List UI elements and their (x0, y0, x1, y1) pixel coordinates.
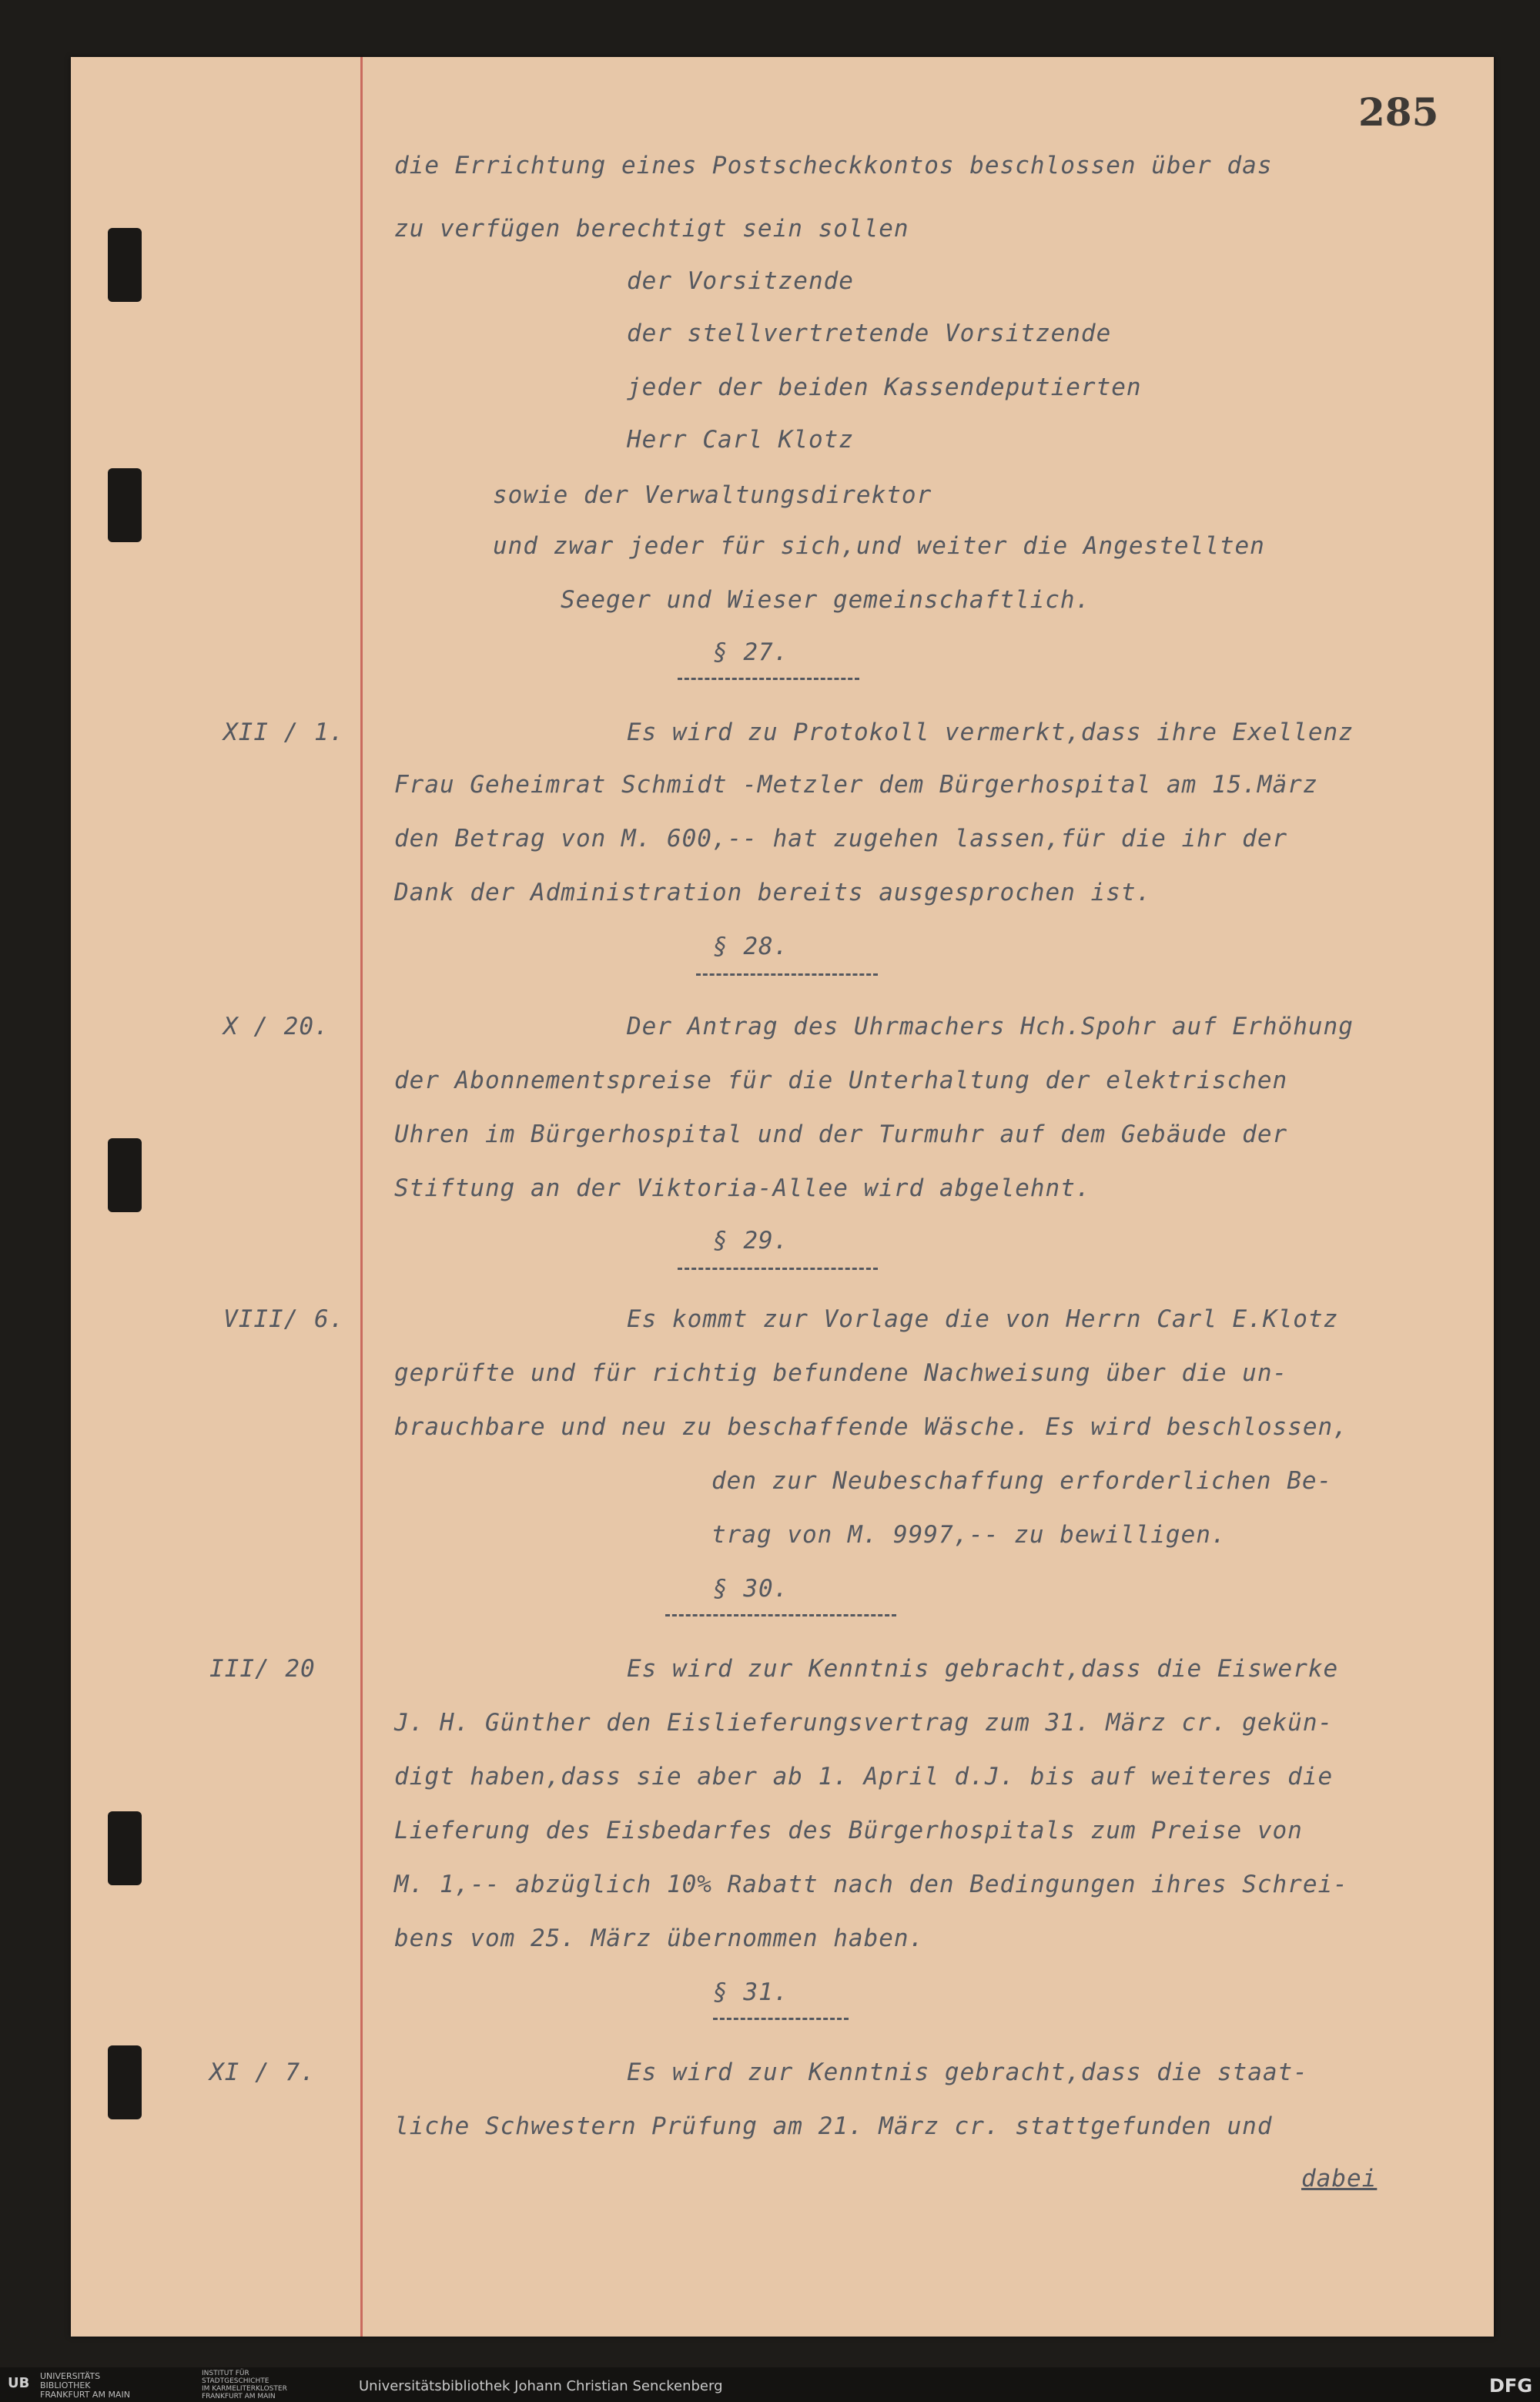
dfg-logo: DFG (1489, 2375, 1533, 2397)
text-line: und zwar jeder für sich,und weiter die Angestellten (493, 532, 1265, 560)
text-line: liche Schwestern Prüfung am 21. März cr. stattgefunden und (394, 2112, 1273, 2140)
section-rule (678, 1268, 878, 1270)
punch-hole (108, 228, 142, 302)
text-line: der stellvertretende Vorsitzende (627, 320, 1112, 347)
section-heading: § 30. (713, 1575, 789, 1603)
section-rule (696, 973, 878, 976)
text-line: Herr Carl Klotz (627, 426, 854, 454)
footer-caption: Universitätsbibliothek Johann Christian Senckenberg (359, 2378, 723, 2394)
text-line: Stiftung an der Viktoria-Allee wird abgelehnt. (394, 1174, 1091, 1202)
text-line: Der Antrag des Uhrmachers Hch.Spohr auf Erhöhung (627, 1013, 1354, 1040)
catchword: dabei (1301, 2165, 1378, 2193)
text-line: Dank der Administration bereits ausgesprochen ist. (394, 879, 1152, 906)
section-heading: § 29. (713, 1227, 789, 1255)
text-line: die Errichtung eines Postscheckkontos beschlossen über das (394, 152, 1273, 179)
text-line: geprüfte und für richtig befundene Nachweisung über die un- (394, 1359, 1288, 1387)
text-line: zu verfügen berechtigt sein sollen (394, 215, 909, 243)
margin-line (360, 57, 363, 2337)
text-line: Frau Geheimrat Schmidt -Metzler dem Bürgerhospital am 15.März (394, 771, 1318, 799)
text-line: den Betrag von M. 600,-- hat zugehen lassen,für die ihr der (394, 825, 1288, 853)
institut-name: INSTITUT FÜR STADTGESCHICHTE IM KARMELITERKLOSTER FRANKFURT AM MAIN (202, 2370, 287, 2400)
text-line: Uhren im Bürgerhospital und der Turmuhr auf dem Gebäude der (394, 1121, 1288, 1148)
text-line: M. 1,-- abzüglich 10% Rabatt nach den Bedingungen ihres Schrei- (394, 1871, 1348, 1898)
section-heading: § 27. (713, 638, 789, 666)
text-line: jeder der beiden Kassendeputierten (627, 374, 1142, 401)
margin-note: VIII/ 6. (223, 1305, 345, 1333)
ub-logo: UB (8, 2375, 30, 2391)
punch-hole (108, 1138, 142, 1212)
text-line: der Abonnementspreise für die Unterhaltung der elektrischen (394, 1067, 1288, 1094)
text-line: sowie der Verwaltungsdirektor (493, 481, 932, 509)
text-line: Lieferung des Eisbedarfes des Bürgerhospitals zum Preise von (394, 1817, 1303, 1844)
page-number: 285 (1358, 89, 1439, 135)
section-rule (665, 1614, 896, 1616)
text-line: J. H. Günther den Eislieferungsvertrag zum 31. März cr. gekün- (394, 1709, 1334, 1737)
margin-note: III/ 20 (209, 1655, 316, 1683)
text-line: den zur Neubeschaffung erforderlichen Be- (711, 1467, 1333, 1495)
text-line: brauchbare und neu zu beschaffende Wäsche. Es wird beschlossen, (394, 1413, 1348, 1441)
ub-name: UNIVERSITÄTS BIBLIOTHEK FRANKFURT AM MAIN (40, 2371, 130, 2400)
section-heading: § 31. (713, 1978, 789, 2006)
text-line: Es wird zur Kenntnis gebracht,dass die Eiswerke (627, 1655, 1339, 1683)
section-rule (678, 678, 859, 680)
punch-hole (108, 468, 142, 542)
text-line: Seeger und Wieser gemeinschaftlich. (561, 586, 1091, 614)
margin-note: XII / 1. (223, 719, 345, 746)
viewer-footer (0, 2367, 1540, 2402)
text-line: der Vorsitzende (627, 267, 854, 295)
text-line: digt haben,dass sie aber ab 1. April d.J. bis auf weiteres die (394, 1763, 1334, 1791)
text-line: Es kommt zur Vorlage die von Herrn Carl E.Klotz (627, 1305, 1339, 1333)
text-line: trag von M. 9997,-- zu bewilligen. (711, 1521, 1227, 1549)
margin-note: X / 20. (223, 1013, 330, 1040)
margin-note: XI / 7. (209, 2059, 316, 2086)
text-line: Es wird zur Kenntnis gebracht,dass die staat- (627, 2059, 1308, 2086)
text-line: bens vom 25. März übernommen haben. (394, 1925, 925, 1952)
section-heading: § 28. (713, 933, 789, 960)
punch-hole (108, 2045, 142, 2119)
section-rule (713, 2018, 849, 2020)
text-line: Es wird zu Protokoll vermerkt,dass ihre Exellenz (627, 719, 1354, 746)
punch-hole (108, 1811, 142, 1885)
